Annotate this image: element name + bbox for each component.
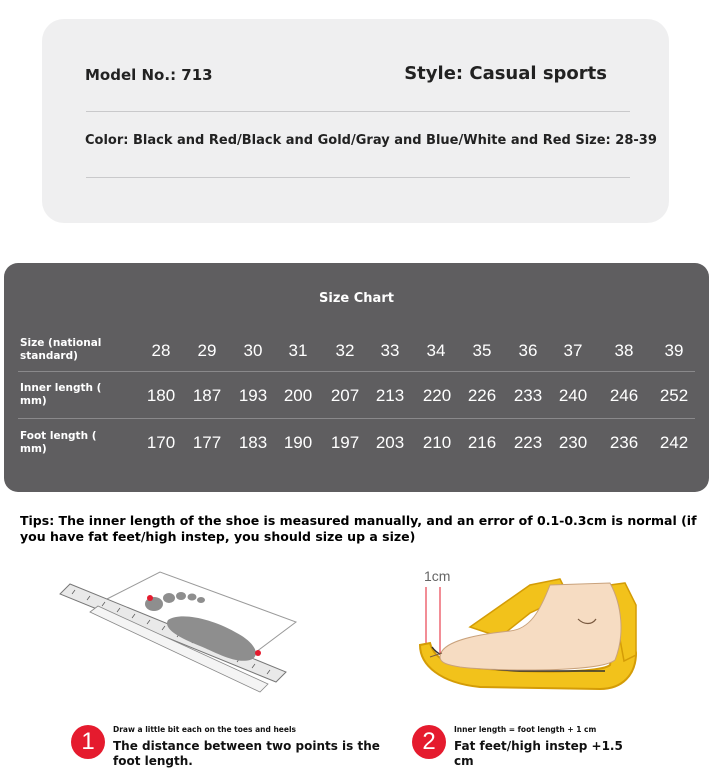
step-1-text: The distance between two points is the foot length. (113, 739, 380, 768)
table-cell: 32 (335, 341, 355, 360)
step-2-badge: 2 (412, 725, 446, 759)
table-cell: 216 (467, 433, 497, 452)
table-cell: 236 (609, 433, 639, 452)
table-cell: 35 (472, 341, 492, 360)
table-cell: 230 (558, 433, 588, 452)
divider (86, 177, 630, 178)
table-cell: 223 (513, 433, 543, 452)
table-cell: 246 (609, 386, 639, 405)
table-cell: 240 (558, 386, 588, 405)
color-size-info: Color: Black and Red/Black and Gold/Gray and Blue/White and Red Size: 28-39 (85, 133, 657, 148)
table-cell: 190 (283, 433, 313, 452)
table-cell: 197 (330, 433, 360, 452)
table-cell: 210 (422, 433, 452, 452)
divider (86, 111, 630, 112)
gap-label: 1cm (424, 568, 451, 584)
table-cell: 233 (513, 386, 543, 405)
row-divider (18, 418, 695, 419)
table-cell: 252 (659, 386, 689, 405)
style-label: Style: Casual sports (404, 63, 607, 84)
foot-measuring-illustration (50, 560, 300, 710)
table-cell: 28 (151, 341, 171, 360)
table-cell: 207 (330, 386, 360, 405)
model-number: Model No.: 713 (85, 66, 213, 84)
table-cell: 37 (563, 341, 583, 360)
step-2-text: Fat feet/high instep +1.5 cm (454, 739, 623, 768)
table-cell: 183 (238, 433, 268, 452)
tips-text: Tips: The inner length of the shoe is measured manually, and an error of 0.1-0.3cm is normal (if you have fat feet/high instep, you should size up a size) (20, 513, 697, 544)
size-chart (4, 263, 709, 492)
table-cell: 177 (192, 433, 222, 452)
table-cell: 193 (238, 386, 268, 405)
table-row (18, 335, 695, 367)
shoe-fit-illustration (410, 565, 650, 700)
table-cell: 180 (146, 386, 176, 405)
table-cell: 38 (614, 341, 634, 360)
size-chart-title: Size Chart (319, 291, 394, 306)
table-cell: 226 (467, 386, 497, 405)
product-info-card (42, 19, 669, 223)
row-label: Inner length ( mm) (20, 382, 102, 407)
table-cell: 34 (426, 341, 446, 360)
table-cell: 33 (380, 341, 400, 360)
table-row (18, 380, 695, 412)
table-cell: 170 (146, 433, 176, 452)
table-cell: 29 (197, 341, 217, 360)
table-cell: 242 (659, 433, 689, 452)
table-cell: 203 (375, 433, 405, 452)
table-cell: 213 (375, 386, 405, 405)
table-cell: 39 (664, 341, 684, 360)
table-cell: 200 (283, 386, 313, 405)
table-cell: 31 (288, 341, 308, 360)
row-label: Size (national standard) (20, 337, 102, 362)
step-2-note: Inner length = foot length + 1 cm (454, 725, 597, 734)
step-1-badge: 1 (71, 725, 105, 759)
table-row (18, 428, 695, 460)
table-cell: 220 (422, 386, 452, 405)
row-divider (18, 371, 695, 372)
table-cell: 36 (518, 341, 538, 360)
table-cell: 187 (192, 386, 222, 405)
row-label: Foot length ( mm) (20, 430, 97, 455)
step-1-note: Draw a little bit each on the toes and heels (113, 725, 297, 734)
table-cell: 30 (243, 341, 263, 360)
